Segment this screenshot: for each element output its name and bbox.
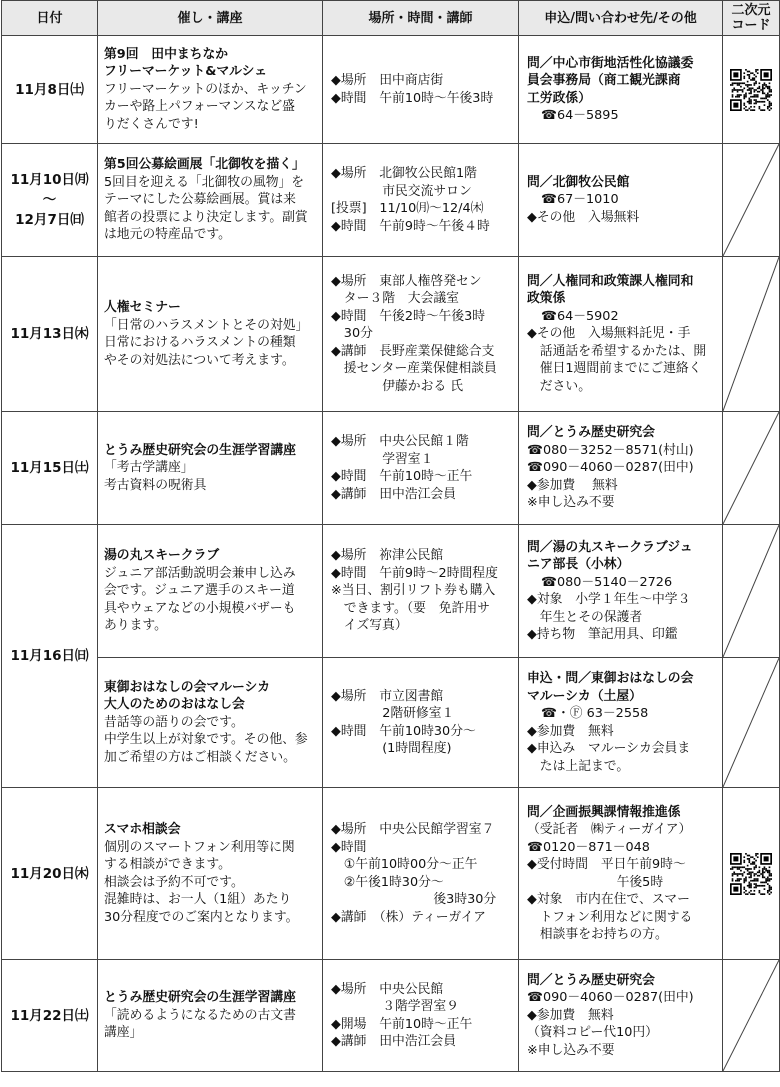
contact-cell	[519, 412, 723, 525]
date-line: ～	[42, 192, 57, 208]
table-row	[2, 412, 780, 525]
place-cell	[323, 257, 519, 412]
event-title: フリーマーケット&マルシェ	[104, 64, 267, 80]
event-cell	[98, 257, 323, 412]
no-qr-slash	[723, 525, 779, 657]
header-event: 催し・講座	[98, 1, 323, 36]
header-qr	[723, 1, 780, 36]
event-description: 個別のスマートフォン利用等に関	[104, 839, 295, 855]
date-cell	[2, 144, 98, 257]
contact-line: ☎080－3252－8571(村山)	[527, 442, 694, 458]
contact-line: ニア部長（小林）	[527, 557, 630, 572]
contact-line: ◆その他 入場無料託児・手	[527, 326, 691, 342]
place-line: できます。（要 免許用サ	[331, 600, 490, 616]
contact-line: 問／企画振興課情報推進係	[527, 804, 681, 820]
date-cell	[2, 960, 98, 1072]
contact-line: ださい。	[527, 378, 591, 394]
place-line: ◆講師 長野産業保健総合支	[331, 343, 495, 359]
place-line: ◆場所 祢津公民館	[331, 548, 444, 564]
header-place: 場所・時間・講師	[323, 1, 519, 36]
event-description: 5回目を迎える「北御牧の風物」を	[104, 174, 305, 190]
events-table	[1, 0, 780, 1072]
contact-line: （受託者 ㈱ティーガイア）	[527, 822, 692, 837]
event-description: 30分程度でのご案内となります。	[104, 909, 299, 925]
event-description: りだくさんです!	[104, 116, 199, 132]
place-line: 30分	[331, 326, 373, 342]
contact-line: ☎080－5140－2726	[541, 574, 673, 590]
place-line: ◆場所 中央公民館学習室７	[331, 822, 495, 837]
event-cell	[98, 36, 323, 144]
event-description: 考古資料の呪術具	[104, 477, 207, 493]
contact-line: 問／とうみ歴史研究会	[527, 972, 655, 988]
date-line: 11月22日㈯	[10, 1007, 89, 1024]
place-line: ◆時間 午前9時～2時間程度	[331, 565, 498, 581]
contact-line: 申込・問／東御おはなしの会	[527, 671, 694, 686]
contact-line: 工労政係）	[527, 90, 591, 106]
contact-line: （資料コピー代10円）	[527, 1025, 658, 1041]
event-description: 館者の投票により決定します。副賞	[104, 209, 308, 225]
place-line: [投票] 11/10㈪～12/4㈭	[331, 201, 484, 216]
place-line: ◆時間 午前9時～午後４時	[331, 218, 490, 234]
contact-line: ※申し込み不要	[527, 495, 615, 511]
event-title: 人権セミナー	[104, 300, 181, 315]
place-line: ◆場所 市立図書館	[331, 688, 444, 704]
contact-line: たは上記まで。	[527, 758, 630, 774]
event-description: あります。	[104, 618, 167, 634]
place-line: 伊藤かおる 氏	[331, 378, 464, 394]
contact-line: 問／湯の丸スキークラブジュ	[527, 539, 693, 555]
event-title: 湯の丸スキークラブ	[104, 548, 220, 564]
qr-code-icon	[730, 853, 772, 895]
place-line: ター３階 大会議室	[331, 291, 459, 307]
place-line: ◆時間 午前10時30分～	[331, 723, 476, 739]
date-cell	[2, 257, 98, 412]
no-qr-slash	[723, 257, 779, 411]
date-line: 11月10日㈪	[10, 172, 89, 188]
header-row	[2, 1, 780, 36]
qr-code-icon	[730, 69, 772, 111]
contact-line: ☎・Ⓕ 63－2558	[541, 706, 649, 721]
event-description: 加ご希望の方はご相談ください。	[104, 749, 296, 765]
contact-line: ☎64－5895	[541, 108, 619, 123]
table-row	[2, 658, 780, 788]
event-description: 日常におけるハラスメントの種類	[104, 335, 296, 350]
date-line: 11月8日㈯	[15, 81, 84, 98]
date-line: 11月16日㈰	[10, 648, 89, 664]
event-title: 第9回 田中まちなか	[104, 46, 229, 62]
date-cell	[2, 36, 98, 144]
event-description: テーマにした公募絵画展。賞は来	[104, 192, 296, 208]
contact-line: ◆対象 小学１年生～中学３	[527, 592, 691, 607]
place-line: ◆講師 （株）ティーガイア	[331, 909, 486, 925]
event-description: は地元の特産品です。	[104, 227, 231, 243]
qr-cell	[723, 525, 780, 658]
place-line: ◆場所 北御牧公民館1階	[331, 166, 477, 181]
event-cell	[98, 412, 323, 525]
event-description: カーや路上パフォーマンスなど盛	[104, 99, 295, 115]
contact-line: ◆持ち物 筆記用具、印鑑	[527, 627, 678, 642]
place-cell	[323, 144, 519, 257]
qr-cell	[723, 960, 780, 1072]
event-description: 「読めるようになるための古文書	[104, 1007, 296, 1023]
qr-cell	[723, 36, 780, 144]
place-line: ①午前10時00分～正午	[331, 857, 478, 872]
place-line: ◆講師 田中浩江会員	[331, 1034, 457, 1049]
place-line: イズ写真）	[331, 618, 408, 634]
contact-cell	[519, 36, 723, 144]
contact-line: 問／とうみ歴史研究会	[527, 425, 655, 441]
no-qr-slash	[723, 960, 779, 1071]
table-row	[2, 144, 780, 257]
contact-line: 政策係	[527, 291, 566, 307]
header-qr-line: コード	[731, 18, 771, 33]
header-qr-line: 二次元	[731, 3, 771, 18]
contact-line: ☎64－5902	[541, 308, 619, 324]
place-line: 後3時30分	[331, 892, 497, 907]
contact-line: ◆申込み マルーシカ会員ま	[527, 741, 691, 756]
date-cell	[2, 788, 98, 960]
contact-line: 相談事をお持ちの方。	[527, 927, 668, 942]
event-title: 第5回公募絵画展「北御牧を描く」	[104, 157, 305, 173]
place-line: 市民交流サロン	[331, 183, 472, 199]
place-line: ◆時間 午前10時～午後3時	[331, 90, 494, 106]
place-line: ◆時間 午後2時～午後3時	[331, 308, 486, 324]
contact-line: 話通話を希望するかたは、開	[527, 343, 707, 359]
place-cell	[323, 788, 519, 960]
contact-cell	[519, 144, 723, 257]
event-description: 具やウェアなどの小規模バザーも	[104, 600, 296, 616]
event-description: 「日常のハラスメントとその対処」	[104, 317, 309, 333]
contact-line: ☎67－1010	[541, 192, 619, 208]
contact-cell	[519, 658, 723, 788]
contact-line: ◆対象 市内在住で、スマー	[527, 892, 690, 907]
date-cell	[2, 412, 98, 525]
event-description: 会です。ジュニア選手のスキー道	[104, 583, 295, 599]
place-line: (1時間程度)	[331, 741, 452, 756]
event-cell	[98, 960, 323, 1072]
contact-line: 催日1週間前までにご連絡く	[527, 361, 702, 377]
no-qr-slash	[723, 412, 779, 524]
place-line: ②午後1時30分～	[331, 874, 444, 890]
header-contact: 申込/問い合わせ先/その他	[519, 1, 723, 36]
place-line: ◆開場 午前10時～正午	[331, 1016, 473, 1032]
contact-line: トフォン利用などに関する	[527, 909, 693, 925]
place-cell	[323, 658, 519, 788]
contact-line: ☎0120－871－048	[527, 839, 650, 855]
place-line: ◆場所 中央公民館１階	[331, 434, 469, 449]
date-cell	[2, 525, 98, 788]
event-title: スマホ相談会	[104, 822, 181, 837]
place-line: ◆時間	[331, 839, 367, 855]
contact-cell	[519, 257, 723, 412]
place-line: 2階研修室１	[331, 706, 455, 721]
contact-line: ◆受付時間 平日午前9時～	[527, 857, 686, 872]
event-description: ジュニア部活動説明会兼申し込み	[104, 565, 296, 581]
table-row	[2, 788, 780, 960]
event-title: 大人のためのおはなし会	[104, 697, 245, 713]
contact-line: ◆参加費 無料	[527, 1007, 614, 1023]
date-line: 11月15日㈯	[10, 460, 89, 476]
event-description: 講座」	[104, 1025, 143, 1041]
no-qr-slash	[723, 144, 779, 256]
place-line: ◆場所 東部人権啓発セン	[331, 273, 482, 289]
contact-line: ◆参加費 無料	[527, 723, 614, 739]
place-line: ◆場所 中央公民館	[331, 981, 444, 997]
contact-cell	[519, 525, 723, 658]
place-cell	[323, 525, 519, 658]
table-row	[2, 525, 780, 658]
contact-line: 員会事務局（商工観光課商	[527, 73, 681, 88]
table-row	[2, 960, 780, 1072]
event-cell	[98, 788, 323, 960]
qr-cell	[723, 257, 780, 412]
contact-line: ※申し込み不要	[527, 1042, 615, 1058]
event-description: 昔話等の語りの会です。	[104, 714, 244, 730]
event-cell	[98, 144, 323, 257]
event-cell	[98, 525, 323, 658]
event-title: とうみ歴史研究会の生涯学習講座	[104, 442, 296, 458]
qr-cell	[723, 658, 780, 788]
place-line: ◆場所 田中商店街	[331, 73, 444, 88]
date-line: 11月13日㈭	[10, 326, 89, 342]
table-row	[2, 36, 780, 144]
date-line: 11月20日㈭	[10, 865, 89, 882]
contact-line: ☎090－4060－0287(田中)	[527, 460, 694, 476]
place-line: 学習室１	[331, 451, 434, 467]
contact-line: 年生とその保護者	[527, 609, 643, 625]
contact-cell	[519, 960, 723, 1072]
qr-cell	[723, 788, 780, 960]
event-description: 相談会は予約不可です。	[104, 874, 244, 890]
place-cell	[323, 36, 519, 144]
contact-line: 問／中心市街地活性化協議委	[527, 55, 694, 71]
contact-cell	[519, 788, 723, 960]
place-cell	[323, 960, 519, 1072]
place-line: 援センター産業保健相談員	[331, 361, 497, 377]
place-cell	[323, 412, 519, 525]
place-line: ３階学習室９	[331, 999, 459, 1014]
place-line: ◆時間 午前10時～正午	[331, 469, 473, 484]
event-title: 東御おはなしの会マルーシカ	[104, 679, 271, 695]
contact-line: 午後5時	[527, 874, 664, 890]
event-description: 混雑時は、お一人（1組）あたり	[104, 892, 292, 907]
contact-line: 問／北御牧公民館	[527, 174, 630, 190]
event-description: 「考古学講座」	[104, 460, 194, 476]
header-date: 日付	[2, 1, 98, 36]
event-description: 中学生以上が対象です。その他、参	[104, 732, 308, 748]
place-line: ※当日、割引リフト券も購入	[331, 583, 496, 599]
table-row	[2, 257, 780, 412]
qr-cell	[723, 412, 780, 525]
no-qr-slash	[723, 658, 779, 787]
date-line: 12月7日㈰	[15, 212, 84, 228]
contact-line: 問／人権同和政策課人権同和	[527, 273, 694, 289]
contact-line: ◆その他 入場無料	[527, 209, 640, 225]
contact-line: マルーシカ（土屋）	[527, 688, 642, 704]
event-title: とうみ歴史研究会の生涯学習講座	[104, 990, 296, 1006]
contact-line: ☎090－4060－0287(田中)	[527, 990, 694, 1006]
event-description: する相談ができます。	[104, 857, 231, 872]
contact-line: ◆参加費 無料	[527, 477, 618, 493]
event-description: やその対処法について考えます。	[104, 352, 295, 368]
event-description: フリーマーケットのほか、キッチン	[104, 81, 307, 97]
qr-cell	[723, 144, 780, 257]
place-line: ◆講師 田中浩江会員	[331, 486, 457, 502]
event-cell	[98, 658, 323, 788]
